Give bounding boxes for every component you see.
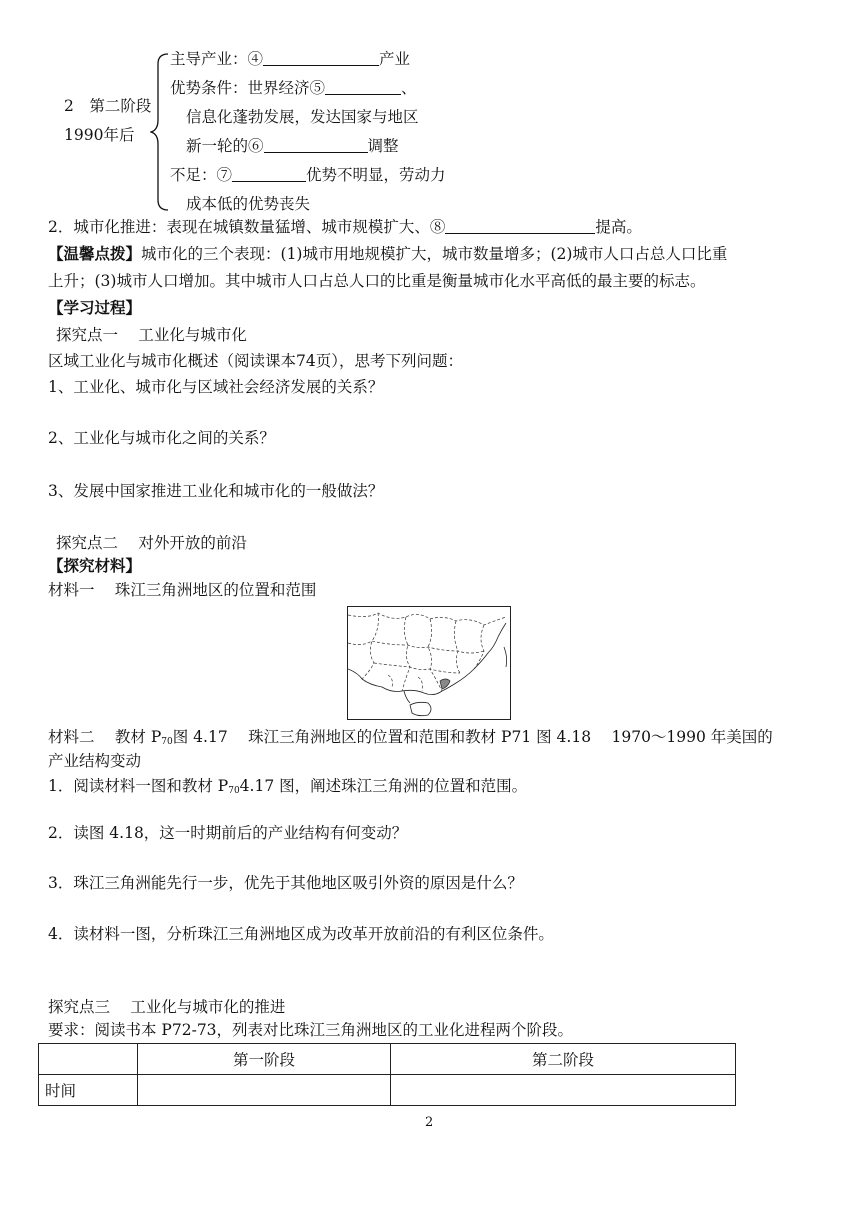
stage2-line-3: 信息化蓬勃发展，发达国家与地区 bbox=[186, 108, 419, 126]
point2-question-4: 4．读材料一图，分析珠江三角洲地区成为改革开放前沿的有利区位条件。 bbox=[48, 925, 554, 943]
table-row bbox=[39, 1075, 736, 1106]
pearl-river-delta-map bbox=[347, 606, 511, 720]
tip-heading: 【温馨点拨】 bbox=[48, 244, 142, 263]
point1-question-3: 3、发展中国家推进工业化和城市化的一般做法？ bbox=[48, 482, 384, 500]
stage2-label: 2 第二阶段 bbox=[64, 97, 152, 115]
tip-line-2: 上升；(3)城市人口增加。其中城市人口占总人口的比重是衡量城市化水平高低的最主要的标志。 bbox=[48, 272, 706, 290]
stage2-line-2: 优势条件：世界经济⑤ 、 bbox=[170, 79, 417, 97]
point1-title: 探究点一 工业化与城市化 bbox=[56, 326, 247, 344]
point1-intro: 区域工业化与城市化概述（阅读课本74页），思考下列问题： bbox=[48, 352, 463, 370]
table-header-row bbox=[39, 1044, 736, 1075]
point1-question-1: 1、工业化、城市化与区域社会经济发展的关系？ bbox=[48, 378, 384, 396]
point2-title: 探究点二 对外开放的前沿 bbox=[56, 534, 247, 552]
point2-question-2: 2．读图 4.18，这一时期前后的产业结构有何变动？ bbox=[48, 824, 408, 842]
point2-question-3: 3．珠江三角洲能先行一步，优先于其他地区吸引外资的原因是什么？ bbox=[48, 874, 523, 892]
point3-requirement: 要求：阅读书本 P72-73，列表对比珠江三角洲地区的工业化进程两个阶段。 bbox=[48, 1021, 574, 1039]
point3-title: 探究点三 工业化与城市化的推进 bbox=[48, 998, 286, 1016]
table-cell[interactable] bbox=[391, 1075, 736, 1106]
stage2-line-1: 主导产业：④ 产业 bbox=[170, 50, 411, 68]
process-heading: 【学习过程】 bbox=[48, 298, 142, 317]
table-header-cell: 第二阶段 bbox=[391, 1044, 736, 1075]
point1-question-2: 2、工业化与城市化之间的关系？ bbox=[48, 429, 275, 447]
material-2-line: 材料二 教材 $P_{70}$图 4.17 珠江三角洲地区的位置和范围和教材 P71 图 4.18 1970～1990 年美国的 bbox=[48, 728, 773, 747]
stage2-line-6: 成本低的优势丧失 bbox=[186, 195, 311, 213]
table-cell[interactable] bbox=[138, 1075, 391, 1106]
material-heading: 【探究材料】 bbox=[48, 556, 142, 575]
brace-bracket bbox=[150, 52, 170, 212]
page-number: 2 bbox=[425, 1115, 434, 1130]
table-cell: 时间 bbox=[39, 1075, 138, 1106]
table-header-cell: 第一阶段 bbox=[138, 1044, 391, 1075]
material-1: 材料一 珠江三角洲地区的位置和范围 bbox=[48, 581, 317, 599]
stage2-years: 1990年后 bbox=[64, 126, 135, 144]
stage2-line-4: 新一轮的⑥ 调整 bbox=[186, 137, 399, 155]
material-2-line-2: 产业结构变动 bbox=[48, 752, 142, 770]
urbanization-line: 2．城市化推进：表现在城镇数量猛增、城市规模扩大、⑧ 提高。 bbox=[48, 218, 642, 236]
stage2-line-5: 不足：⑦ 优势不明显，劳动力 bbox=[170, 166, 446, 184]
table-header-cell bbox=[39, 1044, 138, 1075]
tip-line-1: 【温馨点拨】城市化的三个表现：(1)城市用地规模扩大，城市数量增多；(2)城市人口占总人口比重 bbox=[48, 244, 728, 263]
point2-question-1: 1．阅读材料一图和教材 $P_{70}4.17$ 图，阐述珠江三角洲的位置和范围。 bbox=[48, 777, 528, 796]
stages-table bbox=[38, 1043, 736, 1106]
map-outline-icon bbox=[348, 607, 509, 718]
